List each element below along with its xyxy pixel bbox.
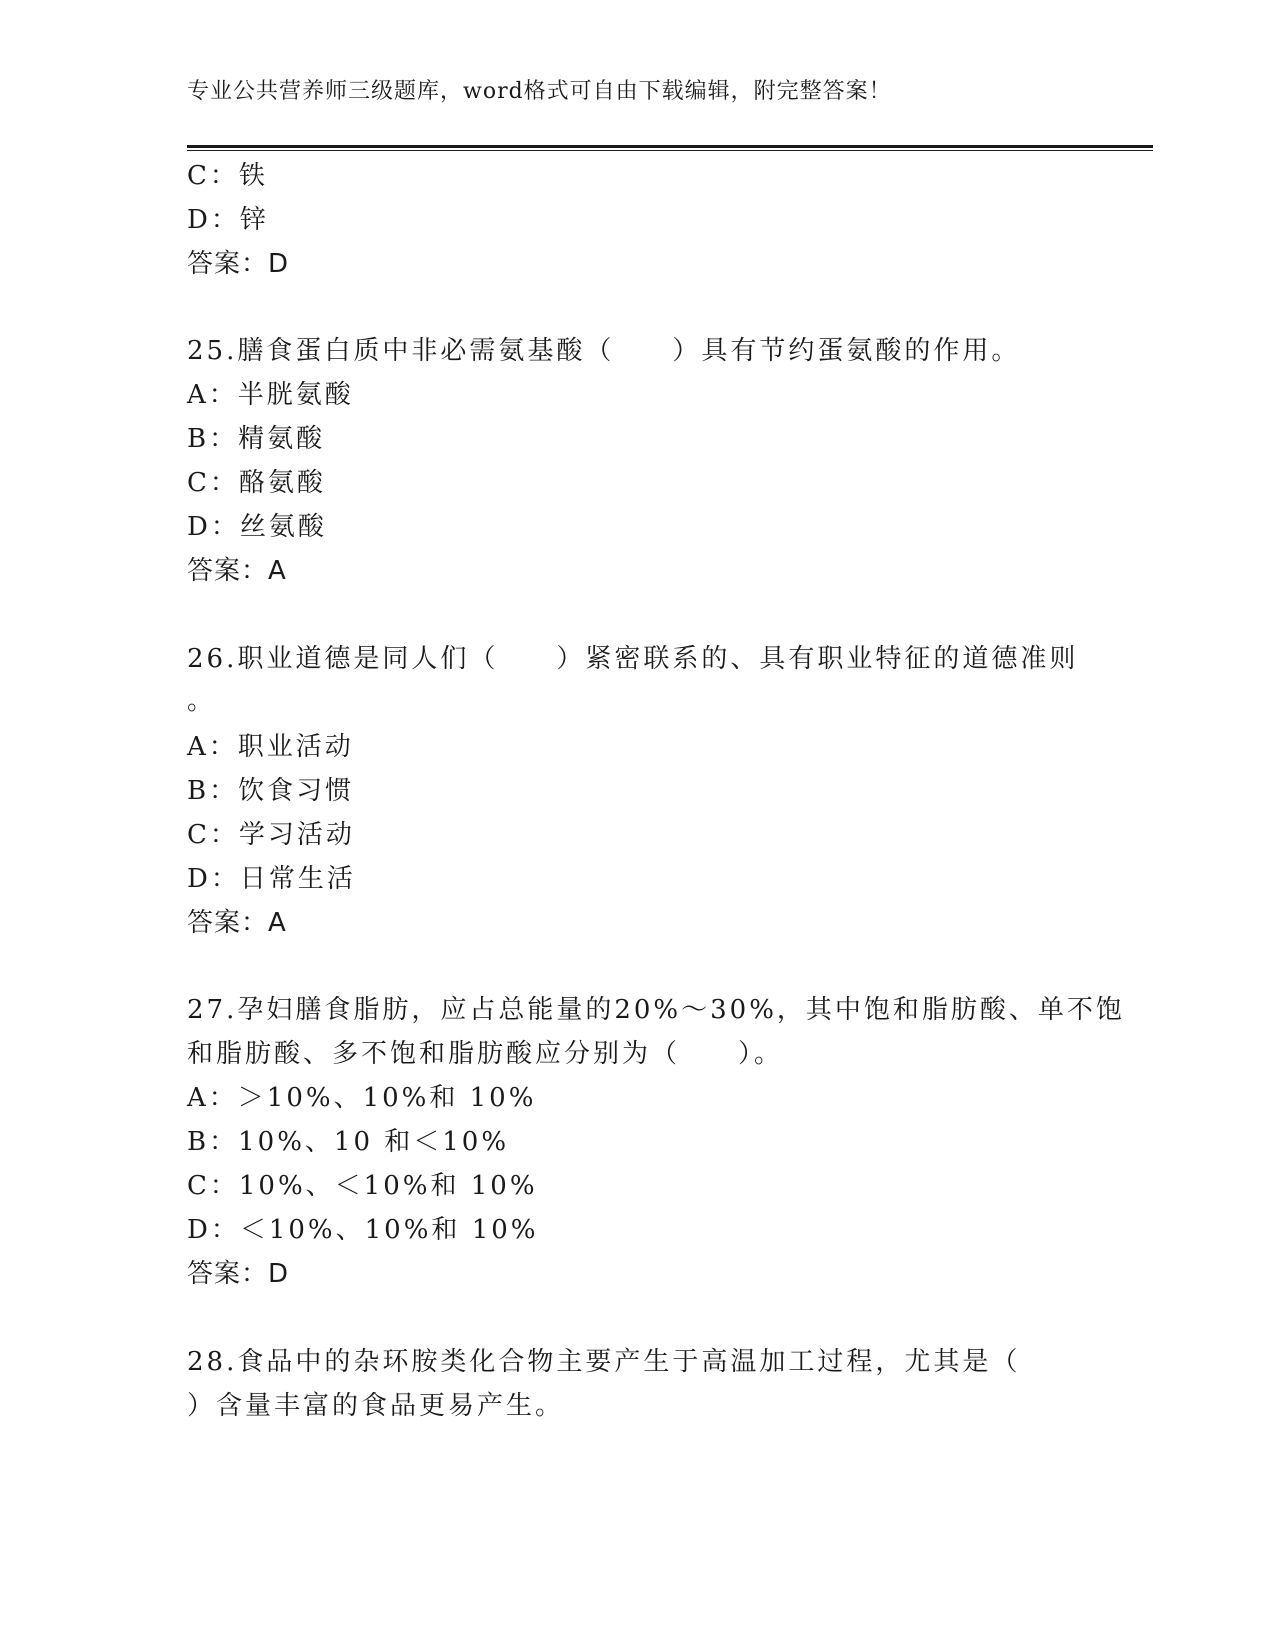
answer-line: 答案：A [187,908,287,938]
option-line: C：10%、＜10%和 10% [187,1171,538,1201]
question-line: 25.膳食蛋白质中非必需氨基酸（ ）具有节约蛋氨酸的作用。 [187,336,1021,366]
answer-line: 答案：D [187,1259,290,1289]
option-line: D：日常生活 [187,864,356,894]
option-line: B：10%、10 和＜10% [187,1127,510,1157]
option-line: C：酪氨酸 [187,468,326,498]
answer-line: 答案：D [187,249,290,279]
question-line: 28.食品中的杂环胺类化合物主要产生于高温加工过程，尤其是（ [187,1347,1021,1377]
option-line: D：锌 [187,205,269,235]
option-line: C：学习活动 [187,820,355,850]
option-line: D：＜10%、10%和 10% [187,1215,539,1245]
question-line: 27.孕妇膳食脂肪，应占总能量的20%～30%，其中饱和脂肪酸、单不饱 [187,995,1125,1025]
option-line: B：精氨酸 [187,424,326,454]
header-rule-thick [187,145,1153,148]
option-line: A：半胱氨酸 [187,380,354,410]
option-line: A：职业活动 [187,732,354,762]
option-line: B：饮食习惯 [187,776,355,806]
option-line: C：铁 [187,161,268,191]
question-line: ）含量丰富的食品更易产生。 [187,1391,565,1421]
question-line: 26.职业道德是同人们（ ）紧密联系的、具有职业特征的道德准则 [187,644,1079,674]
option-line: A：＞10%、10%和 10% [187,1083,537,1113]
option-line: D：丝氨酸 [187,512,327,542]
question-line: 和脂肪酸、多不饱和脂肪酸应分别为（ ）。 [187,1039,784,1069]
question-line: 。 [187,686,217,716]
page-header: 专业公共营养师三级题库，word格式可自由下载编辑，附完整答案！ [187,79,892,104]
header-rule-thin [187,150,1153,151]
answer-line: 答案：A [187,556,287,586]
